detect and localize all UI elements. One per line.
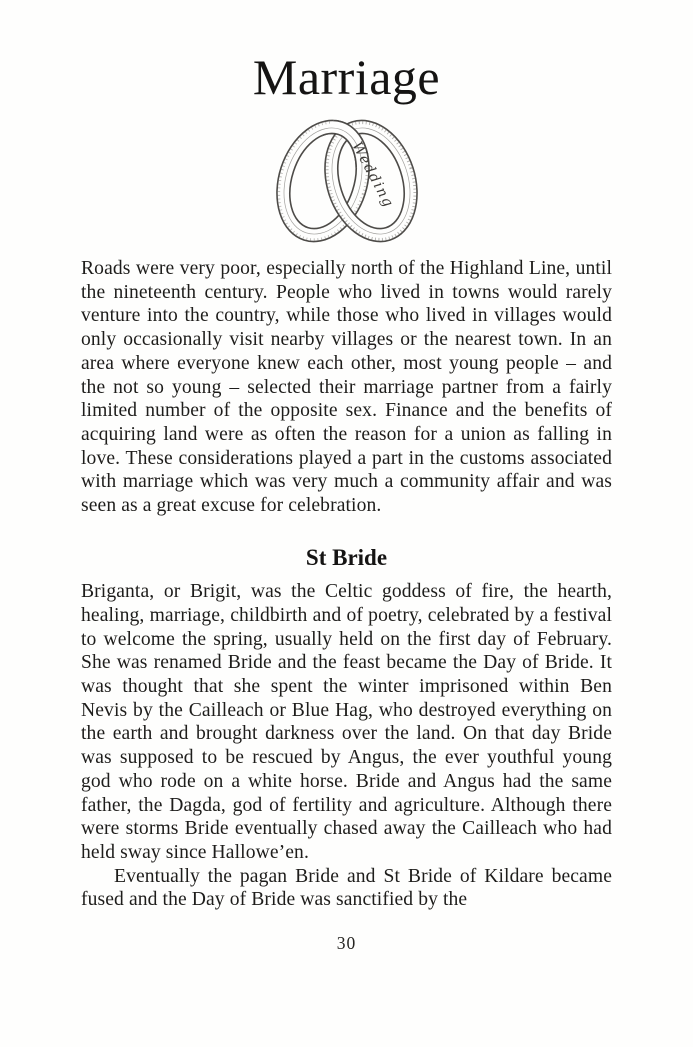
page-number: 30 — [336, 933, 357, 954]
ring-inscription-text: Wedding — [347, 139, 397, 211]
intro-paragraph: Roads were very poor, especially north of the Highland Line, until the nineteenth century. People who lived in towns would rarely venture into the country, while those who lived in villages would only occasionally visit nearby villages or the nearest town. In an area where everyone knew each other, most young people – and the not so young – selected their marriage partner from a fairly limited number of the opposite sex. Finance and the benefits of acquiring land were as often the reason for a union as falling in love. These considerations played a part in the customs associated with marriage which was very much a community affair and was seen as a great excuse for celebration. — [81, 258, 612, 517]
page-title: Marriage — [252, 49, 441, 105]
section-heading-st-bride: St Bride — [305, 544, 388, 570]
st-bride-paragraph-1: Briganta, or Brigit, was the Celtic goddess of fire, the hearth, healing, marriage, childbirth and of poetry, celebrated by a festival to welcome the spring, usually held on the first day of February. She was renamed Bride and the feast became the Day of Bride. It was thought that she spent the winter imprisoned within Ben Nevis by the Cailleach or Blue Hag, who destroyed everything on the earth and brought darkness over the land. On that day Bride was supposed to be rescued by Angus, the ever youthful young god who rode on a white horse. Bride and Angus had the same father, the Dagda, god of fertility and agriculture. Although there were storms Bride eventually chased away the Cailleach who had held sway since Hallowe’en. — [81, 581, 612, 863]
st-bride-paragraph-2: Eventually the pagan Bride and St Bride of Kildare became fused and the Day of Bride was sanctified by the — [81, 865, 612, 911]
wedding-rings-icon — [256, 111, 438, 253]
wedding-rings-illustration — [81, 111, 612, 253]
